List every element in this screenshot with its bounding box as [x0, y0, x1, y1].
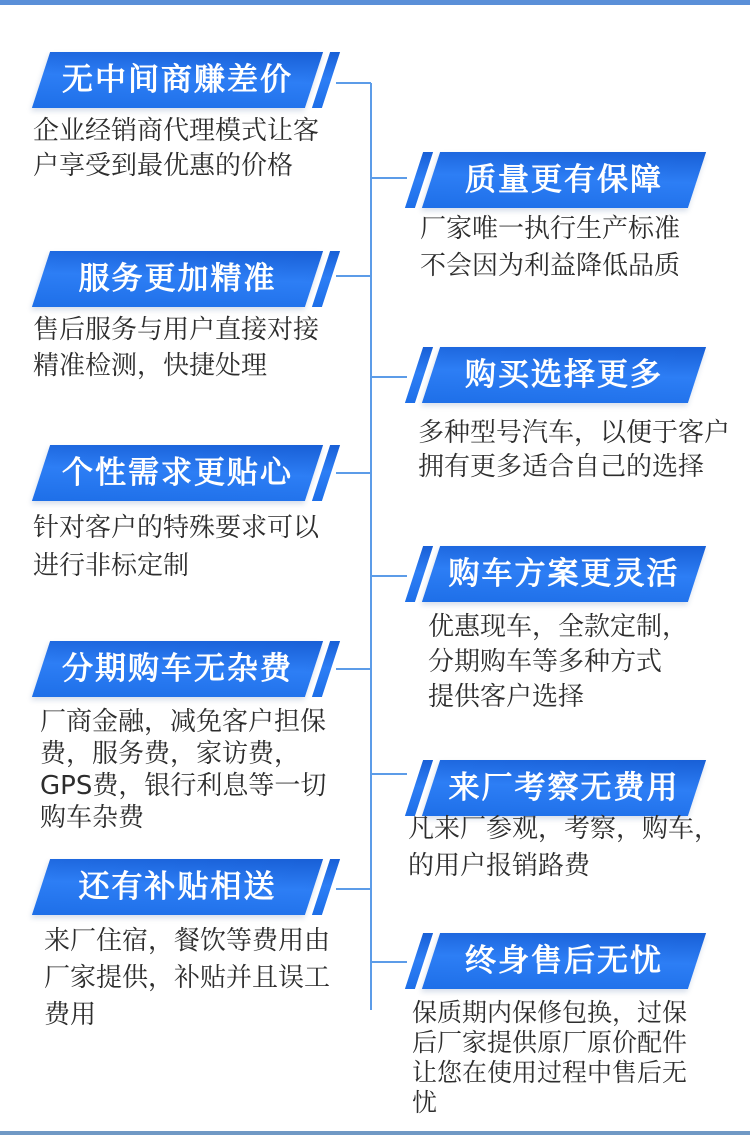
feature-description — [408, 811, 720, 885]
feature-banner — [405, 933, 706, 989]
description-line: 来厂住宿，餐饮等费用由 — [44, 926, 331, 956]
feature-description — [428, 610, 688, 715]
feature-banner — [32, 251, 340, 307]
feature-banner — [32, 859, 340, 915]
banner-body — [32, 859, 323, 915]
feature-banner — [405, 546, 706, 602]
description-line: 售后服务与用户直接对接 — [33, 315, 320, 345]
description-line: 厂家唯一执行生产标准 — [420, 214, 681, 244]
timeline-vertical-line — [370, 83, 372, 1010]
banner-body — [32, 251, 323, 307]
description-line: 优惠现车，全款定制， — [428, 612, 689, 642]
feature-description — [412, 998, 687, 1118]
feature-title: 无中间商赚差价 — [62, 62, 293, 98]
banner-body — [422, 546, 706, 602]
feature-title: 购车方案更灵活 — [448, 556, 680, 592]
banner-body — [422, 347, 706, 403]
feature-banner — [405, 152, 706, 208]
feature-description — [44, 923, 330, 1034]
description-line: 户享受到最优惠的价格 — [33, 151, 294, 181]
feature-banner — [405, 760, 706, 816]
feature-title: 来厂考察无费用 — [448, 770, 680, 806]
description-line: 针对客户的特殊要求可以 — [33, 513, 320, 543]
banner-body — [422, 760, 706, 816]
banner-body — [32, 641, 323, 697]
description-line: 让您在使用过程中售后无 — [412, 1058, 688, 1087]
feature-title: 服务更加精准 — [78, 261, 277, 297]
feature-description — [40, 706, 326, 834]
description-line: 厂家提供，补贴并且误工 — [44, 963, 331, 993]
description-line: 企业经销商代理模式让客 — [33, 116, 320, 146]
description-line: 拥有更多适合自己的选择 — [418, 452, 705, 482]
description-line: 厂商金融，减免客户担保 — [40, 707, 327, 737]
feature-title: 分期购车无杂费 — [62, 651, 293, 687]
feature-title: 购买选择更多 — [465, 357, 663, 393]
feature-description — [33, 114, 319, 184]
description-line: 凡来厂参观，考察，购车， — [408, 814, 721, 844]
feature-title: 终身售后无忧 — [465, 943, 663, 979]
feature-title: 个性需求更贴心 — [62, 455, 293, 491]
connector-line — [336, 82, 371, 84]
banner-body — [422, 152, 706, 208]
description-line: 精准检测，快捷处理 — [33, 351, 268, 381]
feature-description — [33, 509, 319, 585]
description-line: 费，服务费，家访费， — [40, 739, 301, 769]
description-line: 忧 — [412, 1088, 438, 1117]
connector-line — [336, 275, 371, 277]
banner-body — [32, 445, 323, 501]
feature-title: 还有补贴相送 — [78, 869, 277, 905]
connector-line — [372, 376, 407, 378]
description-line: GPS费，银行利息等一切 — [40, 771, 327, 801]
banner-body — [32, 52, 323, 108]
feature-description — [420, 211, 680, 285]
feature-description — [33, 312, 319, 384]
feature-banner — [405, 347, 706, 403]
description-line: 多种型号汽车，以便于客户 — [418, 418, 731, 448]
feature-title: 质量更有保障 — [465, 162, 663, 198]
banner-body — [422, 933, 706, 989]
connector-line — [372, 773, 407, 775]
connector-line — [336, 668, 371, 670]
feature-description — [418, 416, 730, 484]
connector-line — [336, 888, 371, 890]
description-line: 保质期内保修包换，过保 — [412, 998, 688, 1027]
description-line: 的用户报销路费 — [408, 851, 591, 881]
feature-banner — [32, 445, 340, 501]
description-line: 不会因为利益降低品质 — [420, 251, 681, 281]
description-line: 提供客户选择 — [428, 682, 585, 712]
bottom-border-bar — [0, 1131, 750, 1135]
connector-line — [336, 472, 371, 474]
feature-banner — [32, 52, 340, 108]
connector-line — [372, 177, 407, 179]
top-border-bar — [0, 0, 750, 5]
description-line: 分期购车等多种方式 — [428, 647, 663, 677]
description-line: 费用 — [44, 1000, 97, 1030]
connector-line — [372, 575, 407, 577]
feature-banner — [32, 641, 340, 697]
connector-line — [372, 961, 407, 963]
description-line: 购车杂费 — [40, 803, 145, 833]
description-line: 进行非标定制 — [33, 551, 190, 581]
description-line: 后厂家提供原厂原价配件 — [412, 1028, 688, 1057]
